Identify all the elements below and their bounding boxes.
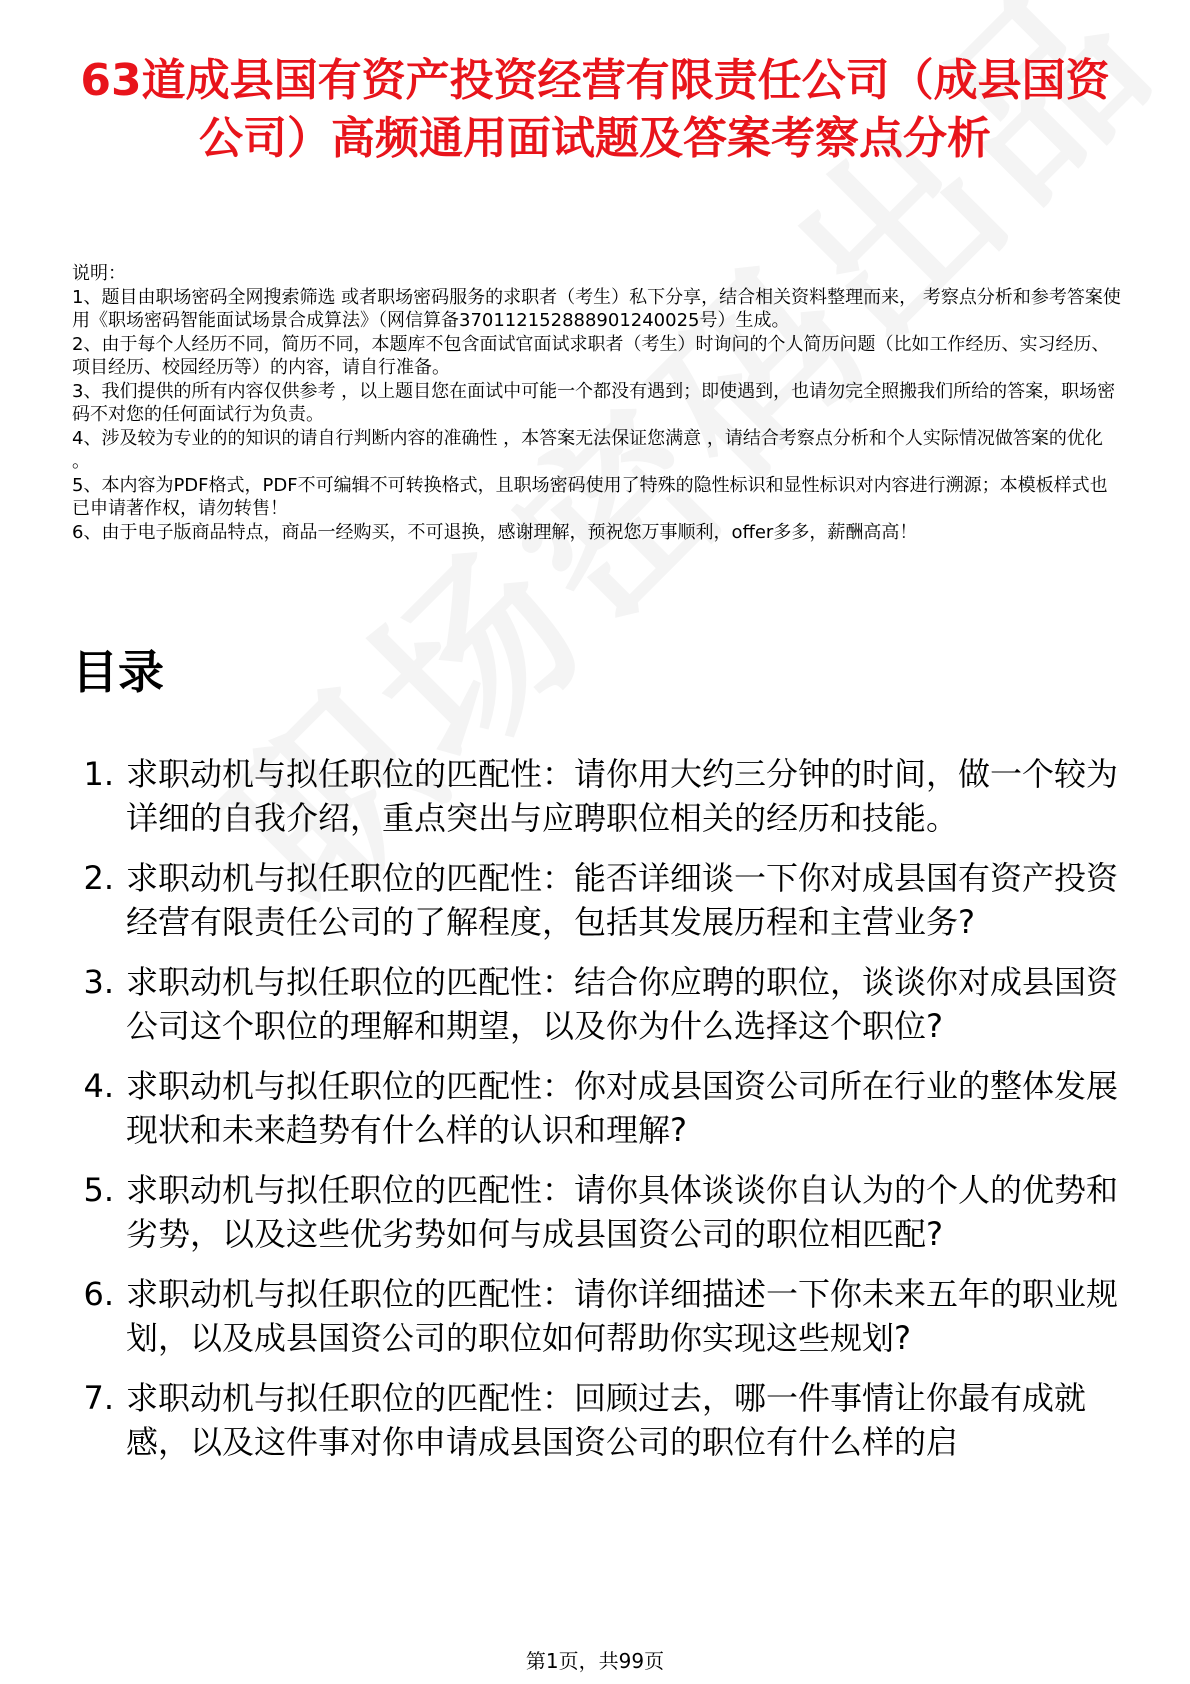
note-item: 3、我们提供的所有内容仅供参考 ，以上题目您在面试中可能一个都没有遇到；即使遇到，也请勿完全照搬我们所给的答案，职场密码不对您的任何面试行为负责。 — [72, 380, 1116, 425]
toc-item[interactable] — [72, 960, 1122, 1048]
notes-heading: 说明： — [72, 263, 126, 284]
toc-item-text[interactable]: 求职动机与拟任职位的匹配性：结合你应聘的职位，谈谈你对成县国资公司这个职位的理解和期望，以及你为什么选择这个职位? — [126, 963, 1119, 1045]
toc-item[interactable] — [72, 1168, 1122, 1256]
toc-item-number: 3. — [83, 963, 114, 1001]
note-item: 5、本内容为PDF格式，PDF不可编辑不可转换格式，且职场密码使用了特殊的隐性标识和显性标识对内容进行溯源；本模板样式也已申请著作权，请勿转售！ — [72, 474, 1108, 519]
toc-item-text[interactable]: 求职动机与拟任职位的匹配性：请你详细描述一下你未来五年的职业规划，以及成县国资公司的职位如何帮助你实现这些规划? — [126, 1275, 1119, 1357]
toc-item-text[interactable]: 求职动机与拟任职位的匹配性：请你用大约三分钟的时间，做一个较为详细的自我介绍，重点突出与应聘职位相关的经历和技能。 — [126, 755, 1119, 837]
toc-item[interactable] — [72, 1376, 1122, 1464]
toc-item-number: 7. — [83, 1379, 114, 1417]
toc-item[interactable] — [72, 1272, 1122, 1360]
toc-item-text[interactable]: 求职动机与拟任职位的匹配性：你对成县国资公司所在行业的整体发展现状和未来趋势有什么样的认识和理解? — [126, 1067, 1119, 1149]
toc-item-number: 1. — [83, 755, 114, 793]
note-item: 4、涉及较为专业的的知识的请自行判断内容的准确性 ，本答案无法保证您满意 ，请结合考察点分析和个人实际情况做答案的优化 。 — [72, 427, 1103, 472]
note-item: 1、题目由职场密码全网搜索筛选 或者职场密码服务的求职者（考生）私下分享，结合相关资料整理而来， 考察点分析和参考答案使用《职场密码智能面试场景合成算法》（网信算备370112152888901240025号）生成。 — [72, 286, 1121, 331]
toc-item[interactable] — [72, 1064, 1122, 1152]
toc-item-number: 4. — [83, 1067, 114, 1105]
toc-item-number: 6. — [83, 1275, 114, 1313]
note-item: 6、由于电子版商品特点，商品一经购买，不可退换，感谢理解，预祝您万事顺利，offer多多，薪酬高高！ — [72, 521, 918, 543]
toc-item-number: 2. — [83, 859, 114, 897]
toc-list — [72, 752, 1122, 1480]
toc-item-text[interactable]: 求职动机与拟任职位的匹配性：请你具体谈谈你自认为的个人的优势和劣势，以及这些优劣势如何与成县国资公司的职位相匹配? — [126, 1171, 1119, 1253]
toc-heading: 目录 — [72, 645, 164, 699]
notes-section — [72, 262, 1122, 544]
toc-item-text[interactable]: 求职动机与拟任职位的匹配性：回顾过去，哪一件事情让你最有成就感，以及这件事对你申请成县国资公司的职位有什么样的启 — [126, 1379, 1087, 1461]
page-footer: 第1页，共99页 — [525, 1649, 665, 1673]
toc-item-number: 5. — [83, 1171, 114, 1209]
document-title: 63道成县国有资产投资经营有限责任公司（成县国资公司）高频通用面试题及答案考察点分析 — [80, 55, 1110, 164]
note-item: 2、由于每个人经历不同，简历不同，本题库不包含面试官面试求职者（考生）时询问的个人简历问题（比如工作经历、实习经历、项目经历、校园经历等）的内容，请自行准备。 — [72, 333, 1110, 378]
toc-item[interactable] — [72, 752, 1122, 840]
toc-item-text[interactable]: 求职动机与拟任职位的匹配性：能否详细谈一下你对成县国有资产投资经营有限责任公司的了解程度，包括其发展历程和主营业务? — [126, 859, 1119, 941]
toc-item[interactable] — [72, 856, 1122, 944]
